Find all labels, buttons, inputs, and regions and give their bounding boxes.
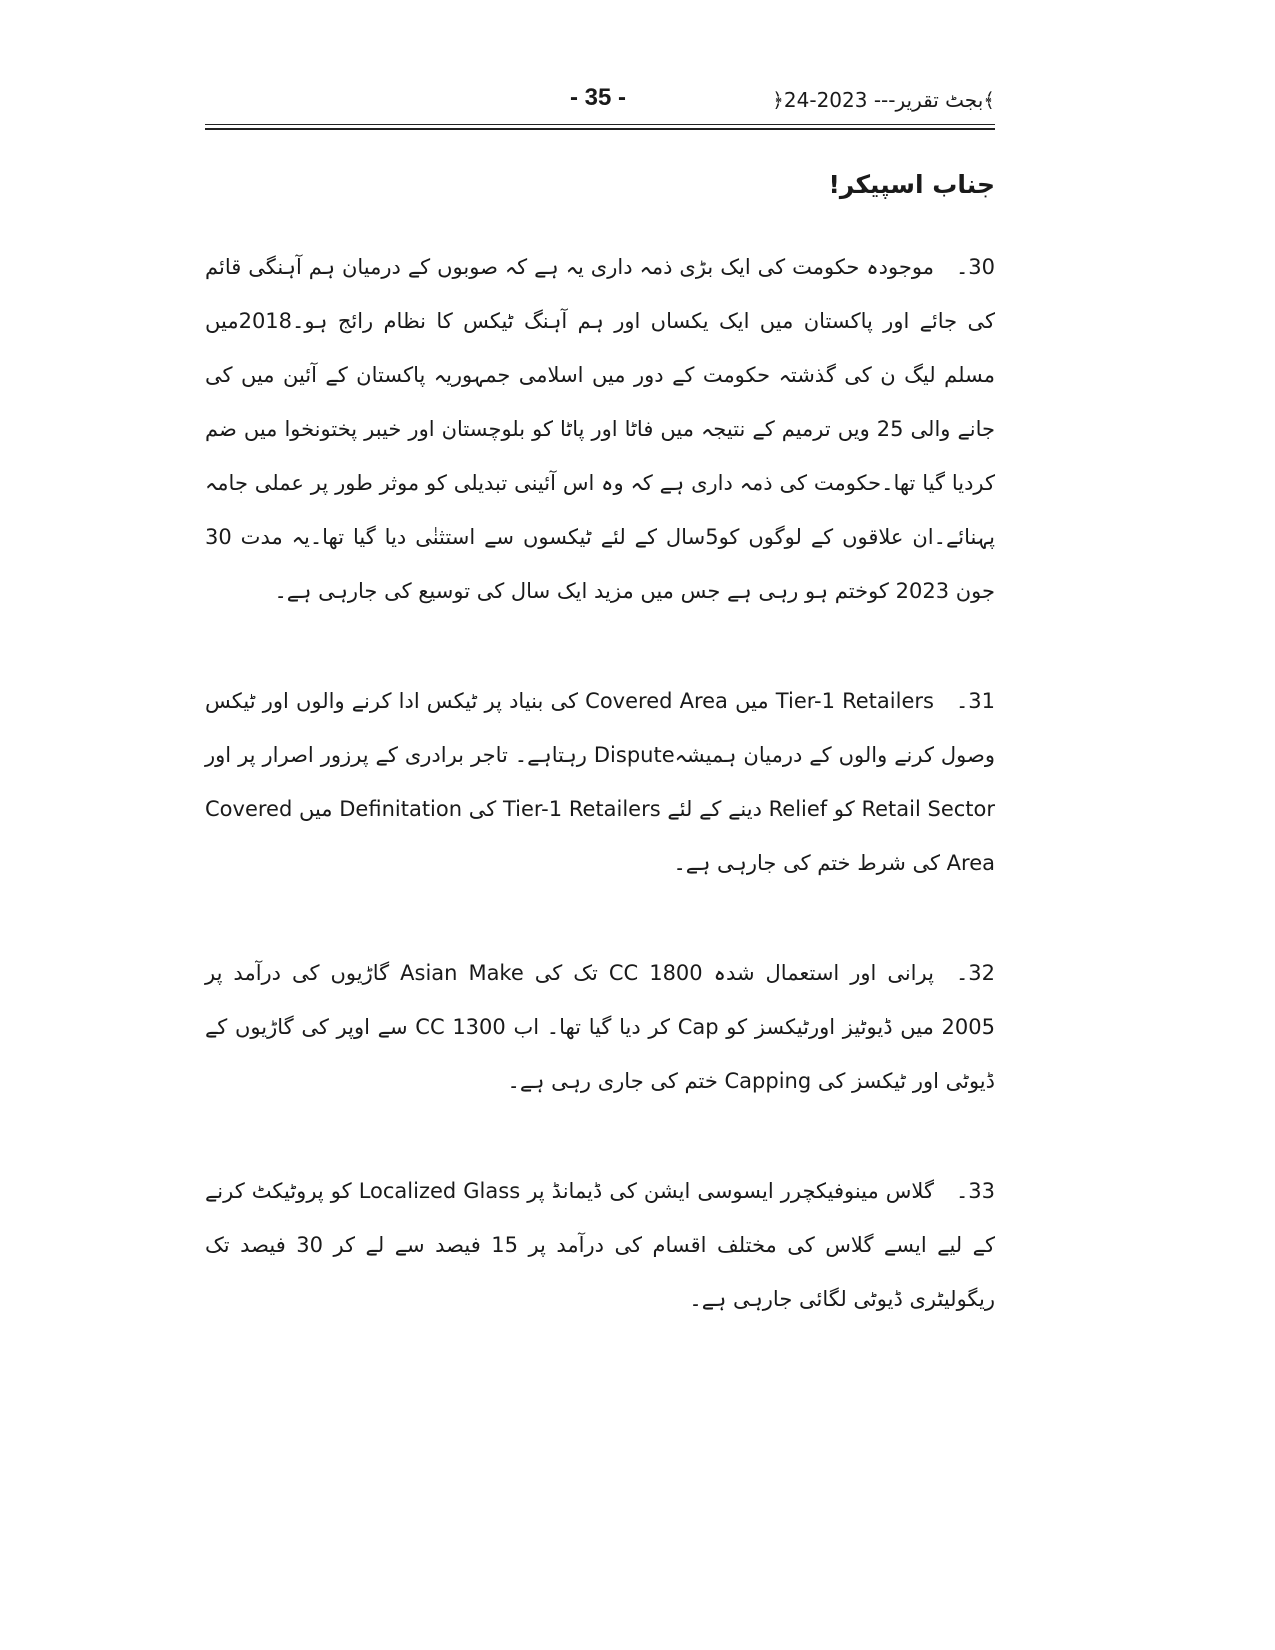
paragraph-33 [205,1164,995,1326]
paragraph-number: 32۔ [955,961,995,985]
paragraph-number: 30۔ [955,255,995,279]
paragraph-text: Tier-1 Retailers میں Covered Area کی بنیاد پر ٹیکس ادا کرنے والوں اور ٹیکس وصول کرنے والوں کے درمیان ہمیشہDispute رہتاہے۔ تاجر برادری کے پرزور اصرار پر اور Retail Sector کو Relief دینے کے لئے Tier-1 Retailers کی Definitation میں Covered Area کی شرط ختم کی جارہی ہے۔ [205,689,996,875]
paragraph-text: گلاس مینوفیکچرر ایسوسی ایشن کی ڈیمانڈ پر Localized Glass کو پروٹیکٹ کرنے کے لیے ایسے گلاس کی مختلف اقسام کی درآمد پر 15 فیصد سے لے کر 30 فیصد تک ریگولیٹری ڈیوٹی لگائی جارہی ہے۔ [205,1179,995,1311]
paragraph-31 [205,674,995,890]
page-header [205,82,995,122]
page-number: - 35 - [570,84,627,111]
header-rule-thick [205,128,995,130]
paragraph-text: موجودہ حکومت کی ایک بڑی ذمہ داری یہ ہے کہ صوبوں کے درمیان ہم آہنگی قائم کی جائے اور پاکستان میں ایک یکساں اور ہم آہنگ ٹیکس کا نظام رائج ہو۔2018میں مسلم لیگ ن کی گذشتہ حکومت کے دور میں اسلامی جمہوریہ پاکستان کے آئین میں کی جانے والی 25 ویں ترمیم کے نتیجہ میں فاٹا اور پاٹا کو بلوچستان اور خیبر پختونخوا میں ضم کردیا گیا تھا۔حکومت کی ذمہ داری ہے کہ وہ اس آئینی تبدیلی کو موثر طور پر عملی جامہ پہنائے۔ان علاقوں کے لوگوں کو5سال کے لئے ٹیکسوں سے استثنٰی دیا گیا تھا۔یہ مدت 30 جون 2023 کوختم ہو رہی ہے جس میں مزید ایک سال کی توسیع کی جارہی ہے۔ [205,255,996,603]
salutation: جناب اسپیکر! [828,170,995,199]
paragraph-number: 33۔ [955,1179,996,1203]
header-title: ﴾بجٹ تقریر--- 2023-24﴿ [772,88,995,112]
paragraph-number: 31۔ [955,689,995,713]
header-rule-thin [205,124,995,125]
paragraph-text: پرانی اور استعمال شدہ 1800 CC تک کی Asian Make گاڑیوں کی درآمد پر 2005 میں ڈیوٹیز اورٹیکسز کو Cap کر دیا گیا تھا۔ اب 1300 CC سے اوپر کی گاڑیوں کے ڈیوٹی اور ٹیکسز کی Capping ختم کی جاری رہی ہے۔ [205,961,995,1093]
paragraph-32 [205,946,995,1108]
document-body [205,165,995,1382]
paragraph-30 [205,240,995,618]
